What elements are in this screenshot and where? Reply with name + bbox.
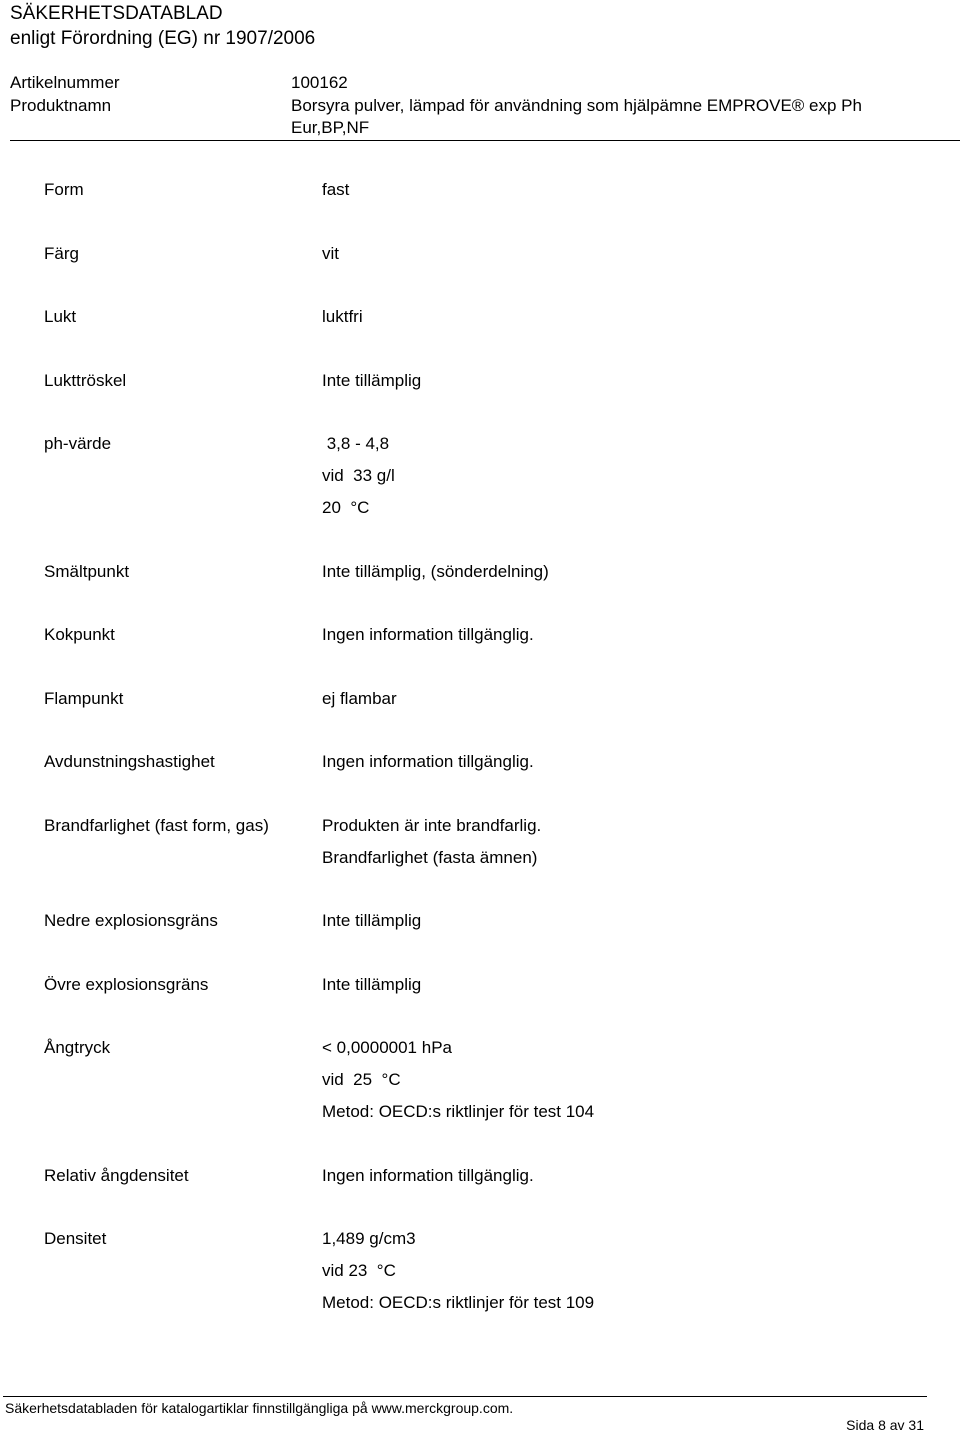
- property-values: [322, 1032, 594, 1128]
- property-values: [322, 1160, 534, 1192]
- property-values: [322, 556, 549, 588]
- footer-note: Säkerhetsdatabladen för katalogartiklar finnstillgängliga på www.merckgroup.com.: [5, 1400, 514, 1416]
- property-value: Metod: OECD:s riktlinjer för test 104: [322, 1102, 595, 1121]
- property-value: vid 23 °C: [322, 1261, 396, 1280]
- property-value: 1,489 g/cm3: [322, 1229, 416, 1248]
- property-label: Flampunkt: [44, 689, 124, 708]
- property-values: [322, 428, 395, 524]
- property-label: Relativ ångdensitet: [44, 1166, 189, 1185]
- property-value: luktfri: [322, 307, 363, 326]
- header-divider: [10, 140, 960, 141]
- property-value: 20 °C: [322, 498, 370, 517]
- property-value: Inte tillämplig: [322, 975, 422, 994]
- property-values: [322, 746, 534, 778]
- property-label: Ångtryck: [44, 1038, 111, 1057]
- property-values: [322, 905, 421, 937]
- property-value: Ingen information tillgänglig.: [322, 752, 534, 771]
- property-label: Färg: [44, 244, 79, 263]
- property-values: [322, 969, 421, 1001]
- property-value: ej flambar: [322, 689, 397, 708]
- property-value: vid 33 g/l: [322, 466, 395, 485]
- property-label: Densitet: [44, 1229, 107, 1248]
- page-number: Sida 8 av 31: [846, 1417, 924, 1433]
- property-value: fast: [322, 180, 350, 199]
- property-value: Inte tillämplig: [322, 911, 422, 930]
- property-value: Brandfarlighet (fasta ämnen): [322, 848, 538, 867]
- product-name-label: Produktnamn: [10, 96, 112, 115]
- property-label: Nedre explosionsgräns: [44, 911, 218, 930]
- property-value: Ingen information tillgänglig.: [322, 625, 534, 644]
- property-value: vit: [322, 244, 339, 263]
- property-values: [322, 365, 421, 397]
- property-label: Lukt: [44, 307, 77, 326]
- property-value: < 0,0000001 hPa: [322, 1038, 452, 1057]
- property-value: Inte tillämplig, (sönderdelning): [322, 562, 549, 581]
- property-label: Brandfarlighet (fast form, gas): [44, 816, 269, 835]
- property-label: Form: [44, 180, 84, 199]
- article-number-value: 100162: [291, 73, 348, 92]
- property-label: Lukttröskel: [44, 371, 127, 390]
- document-title: SÄKERHETSDATABLAD: [10, 3, 223, 24]
- property-values: [322, 238, 339, 270]
- property-value: vid 25 °C: [322, 1070, 401, 1089]
- property-label: Övre explosionsgräns: [44, 975, 209, 994]
- property-value: 3,8 - 4,8: [322, 434, 390, 453]
- property-values: [322, 683, 397, 715]
- property-values: [322, 619, 534, 651]
- property-value: Metod: OECD:s riktlinjer för test 109: [322, 1293, 595, 1312]
- footer-divider: [3, 1396, 927, 1397]
- product-name-value: Borsyra pulver, lämpad för användning som hjälpämne EMPROVE® exp Ph Eur,BP,NF: [291, 96, 862, 137]
- property-value: Ingen information tillgänglig.: [322, 1166, 534, 1185]
- property-label: Avdunstningshastighet: [44, 752, 215, 771]
- property-values: [322, 174, 349, 206]
- property-label: ph-värde: [44, 434, 112, 453]
- property-values: [322, 810, 541, 874]
- property-values: [322, 1223, 594, 1319]
- property-value: Produkten är inte brandfarlig.: [322, 816, 542, 835]
- property-label: Kokpunkt: [44, 625, 115, 644]
- regulation-subtitle: enligt Förordning (EG) nr 1907/2006: [10, 28, 316, 49]
- property-values: [322, 301, 363, 333]
- article-number-label: Artikelnummer: [10, 73, 120, 92]
- property-label: Smältpunkt: [44, 562, 130, 581]
- property-value: Inte tillämplig: [322, 371, 422, 390]
